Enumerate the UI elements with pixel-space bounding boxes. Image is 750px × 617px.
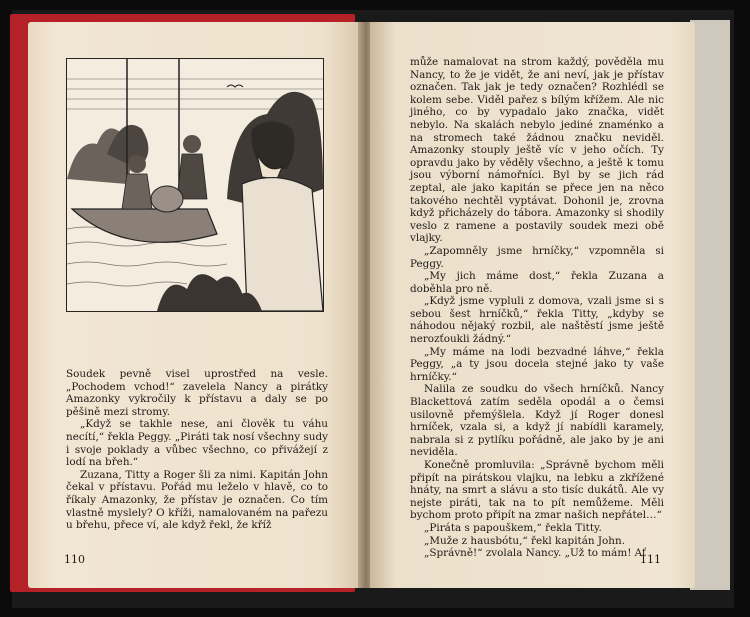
left-page-text	[66, 368, 328, 532]
paragraph: „Muže z hausbótu,“ řekl kapitán John.	[424, 534, 625, 547]
right-page-text	[410, 56, 664, 560]
boat-illustration	[66, 58, 324, 312]
paragraph: „My jich máme dost,“ řekla Zuzana a doběhla pro ně.	[410, 270, 664, 295]
paragraph: „Když se takhle nese, ani člověk tu váhu necítí,“ řekla Peggy. „Piráti tak nosí všechny sudy i svoje poklady a vůbec všechno, co přivážejí z lodí na břeh.“	[66, 418, 328, 469]
paragraph: „Zapomněly jsme hrníčky,“ vzpomněla si Peggy.	[410, 244, 664, 270]
paragraph: Soudek pevně visel uprostřed na vesle. „Pochodem vchod!“ zavelela Nancy a pirátky Amazonky vykročily k přístavu a daly se po pěšině mezi stromy.	[66, 368, 328, 418]
paragraph: Zuzana, Titty a Roger šli za nimi. Kapitán John čekal v přístavu. Pořád mu leželo v hlavě, co to říkaly Amazonky, že přístav je označen. Co tím vlastně myslely? O kříži, namalovaném na pařezu u břehu, přece ví, ale když řekl, že kříž	[66, 468, 328, 532]
paragraph: „My máme na lodi bezvadné láhve,“ řekla Peggy, „a ty jsou docela stejné jako ty vaše hrníčky.“	[410, 345, 664, 383]
paragraph: „Piráta s papouškem,“ řekla Titty.	[424, 521, 602, 534]
paragraph: „Když jsme vypluli z domova, vzali jsme si s sebou šest hrníčků,“ řekla Titty, „kdyby se náhodou nějaký rozbil, ale naštěstí jsme ještě nerozťoukli žádný.“	[410, 295, 664, 346]
illustration-drawing	[67, 59, 323, 311]
page-number-right: 111	[640, 553, 661, 566]
paragraph: může namalovat na strom každý, pověděla mu Nancy, to že je vidět, že ani neví, jak je přístav označen. Tak jak je tedy označen? Rozhlédl se kolem sebe. Viděl pařez s bílým křížem. Ale nic jiného, co by vypadalo jako značka, vidět nebylo. Na skalách nebylo jediné znaménko a na stromech také žádnou značku neviděl. Amazonky stouply ještě víc v jeho očích. Ty opravdu jako by věděly všechno, a ještě k tomu jsou výborní námořníci. Byl by se jich rád zeptal, ale jako kapitán se přece jen na něco takového nechtěl vyptávat. Dohonil je, zrovna když přicházely do tábora. Amazonky si shodily veslo z ramene a postavily soudek mezi obě vlajky.	[410, 56, 664, 245]
right-page	[370, 22, 695, 588]
left-page	[28, 22, 363, 588]
page-number-left: 110	[64, 553, 85, 566]
paragraph: Konečně promluvila: „Správně bychom měli připít na pirátskou vlajku, na lebku a zkřížené hnáty, na smrt a slávu a sto tisíc dukátů. Ale vy nejste piráti, tak na to pít nemůžeme. Měli bychom proto připít na zmar našich nepřátel…“	[410, 459, 664, 522]
paragraph: „Správně!“ zvolala Nancy. „Už to mám! Ať	[424, 547, 647, 560]
paragraph: Nalila ze soudku do všech hrníčků. Nancy Blackettová zatím seděla opodál a o čemsi usilovně přemýšlela. Když jí Roger donesl hrníček, vzala si, a když jí nabídli karamely, nabrala si z pytlíku pořádně, ale jako by je ani neviděla.	[410, 383, 664, 459]
page-block-edge	[690, 20, 730, 590]
